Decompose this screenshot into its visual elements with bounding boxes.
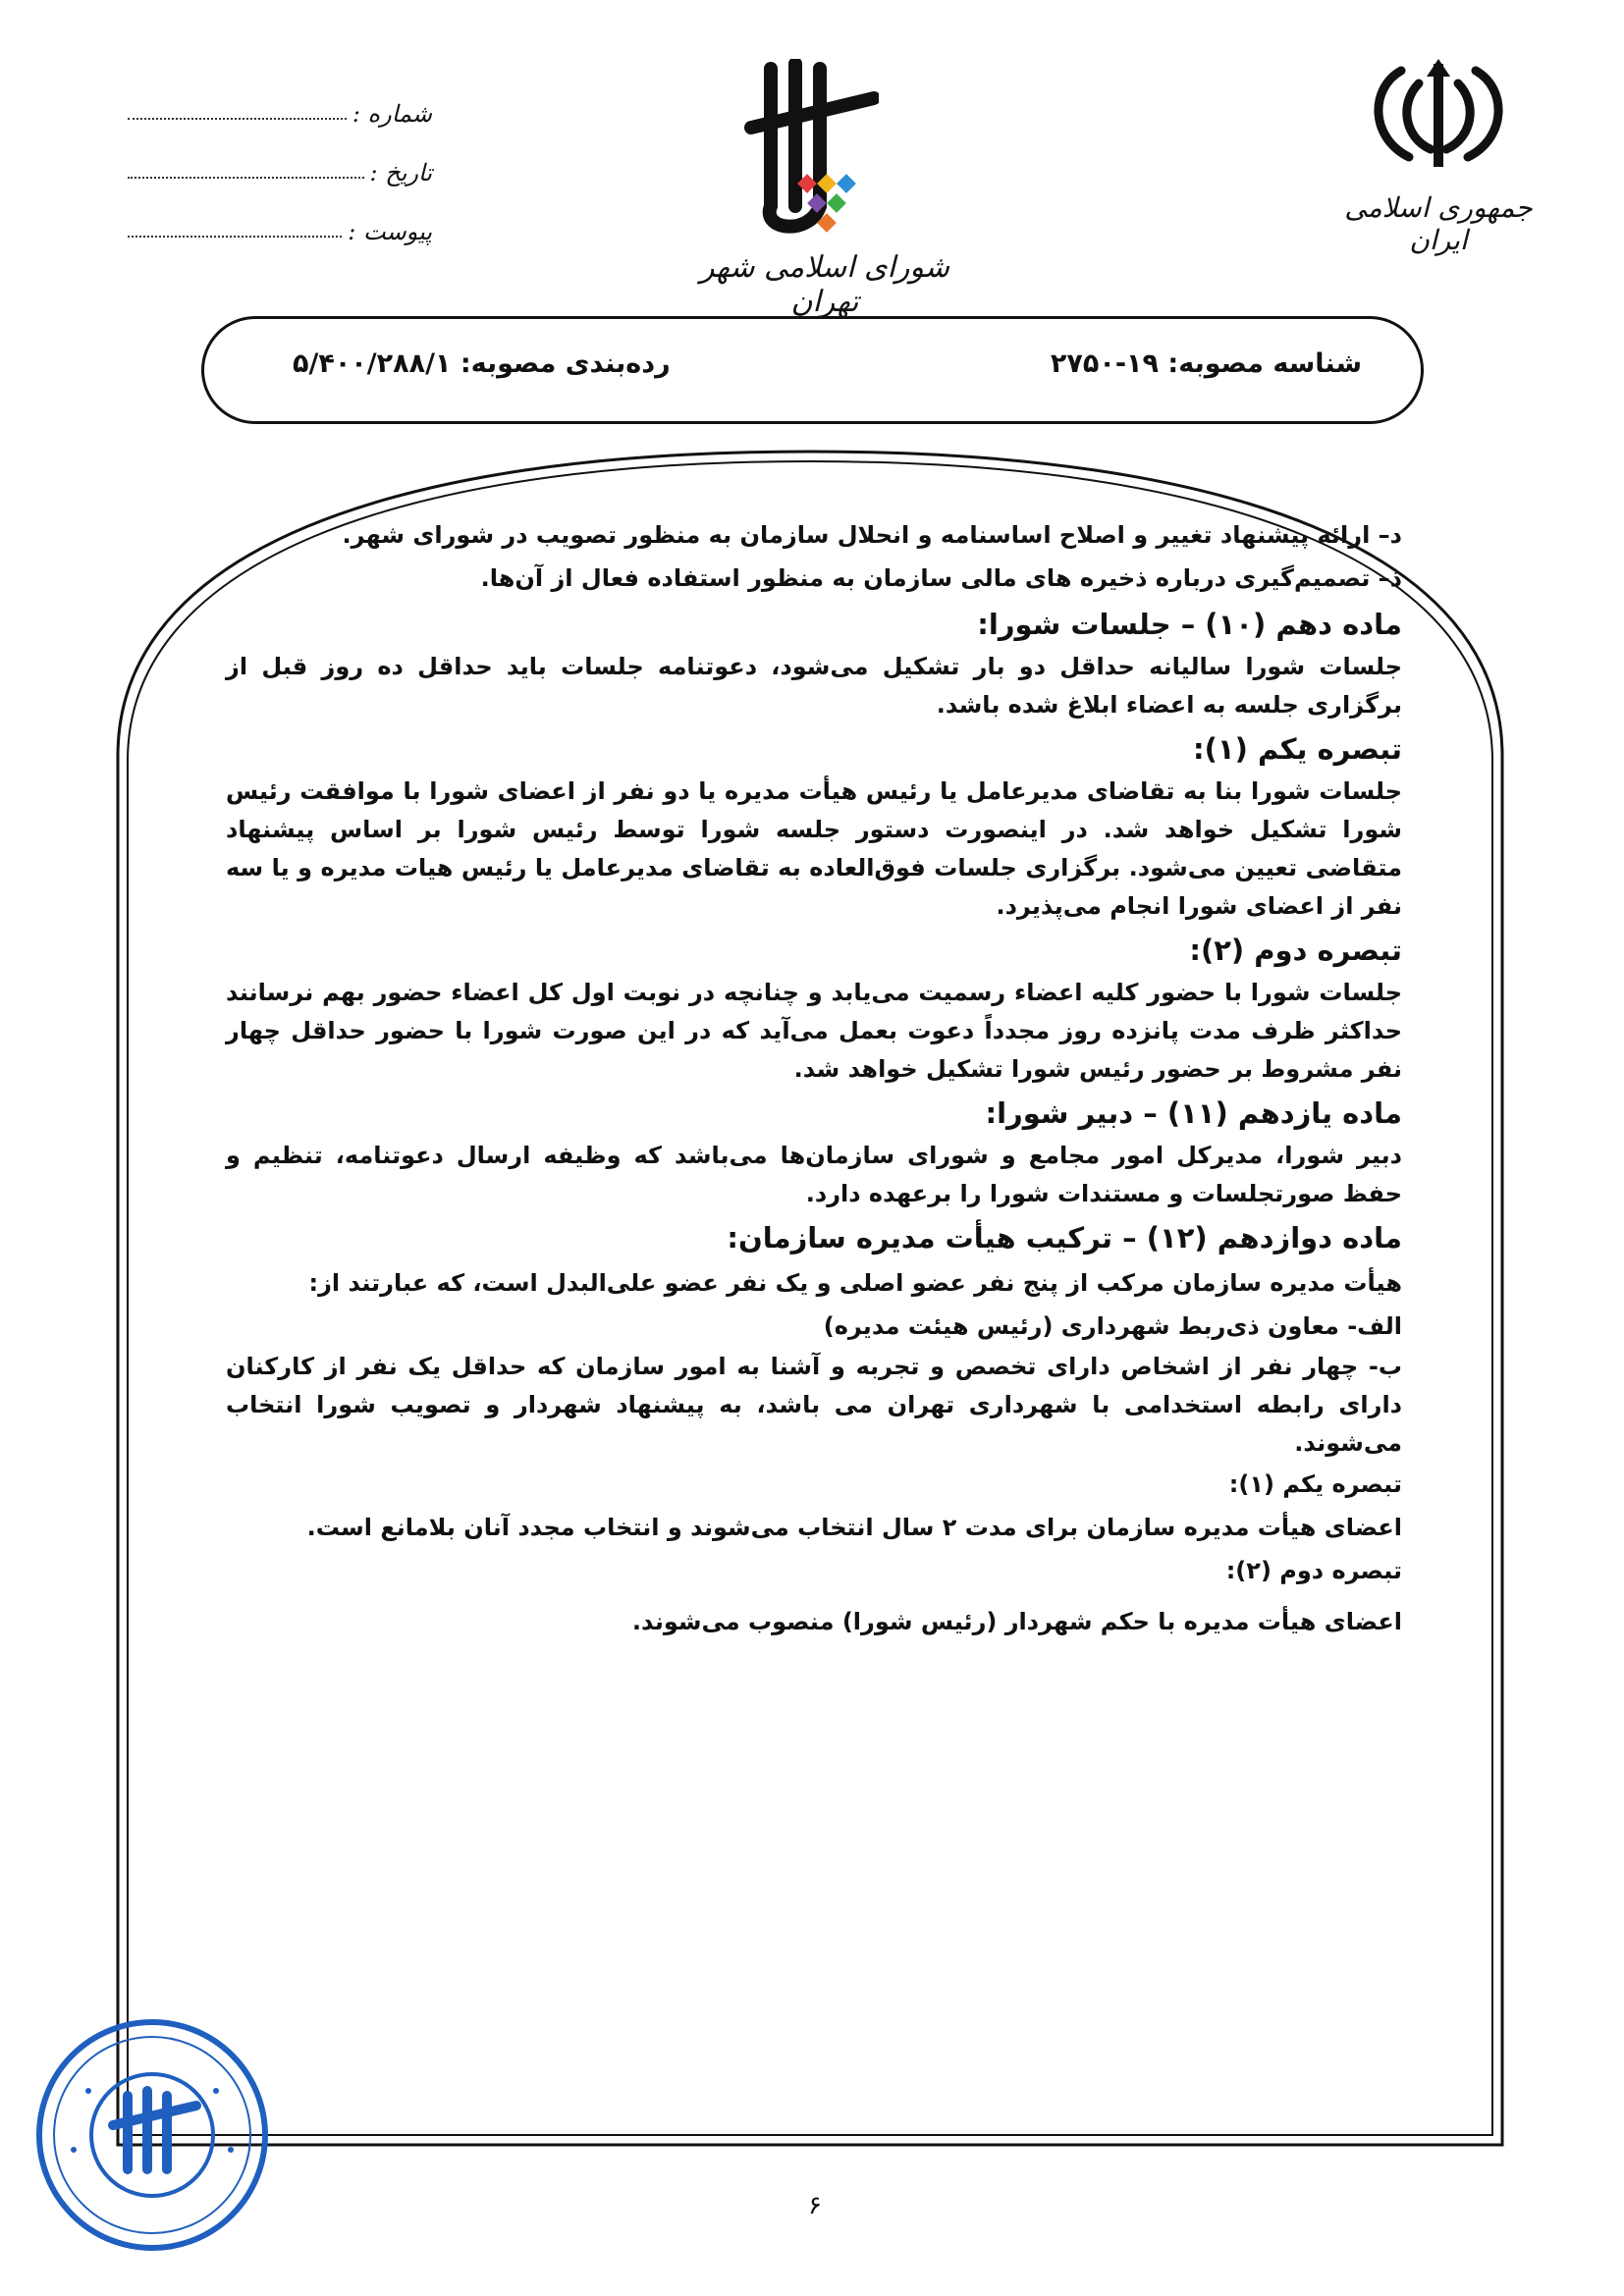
meta-attachment-field — [128, 206, 432, 245]
meta-attachment-label: پیوست : — [348, 218, 432, 245]
article-12-note1-text: اعضای هیأت مدیره سازمان برای مدت ۲ سال انتخاب می‌شوند و انتخاب مجدد آنان بلامانع است. — [306, 1514, 1402, 1541]
meta-date-field — [128, 147, 432, 187]
article-12-intro: هیأت مدیره سازمان مرکب از پنج نفر عضو اصلی و یک نفر عضو علی‌البدل است، که عبارتند از: — [308, 1269, 1402, 1297]
article-12-note1-heading: تبصره یکم (۱): — [1228, 1470, 1402, 1498]
iran-emblem-icon — [1340, 59, 1537, 177]
council-logo-icon — [741, 59, 879, 255]
article-11-text: دبیر شورا، مدیرکل امور مجامع و شورای سازمان‌ها می‌باشد که وظیفه ارسال دعوتنامه، تنظیم و حفظ صورتجلسات و مستندات شورا را برعهده دارد. — [226, 1142, 1402, 1207]
article-10-note1-heading: تبصره یکم (۱): — [1193, 732, 1402, 766]
article-10-note2-text: جلسات شورا با حضور کلیه اعضاء رسمیت می‌یابد و چنانچه در نوبت اول کل اعضاء حضور بهم نرسانند حداکثر ظرف مدت پانزده روز مجدداً دعوت بعمل می‌آید که در این صورت شورا با حضور حداقل چهار نفر مشروط بر حضور رئیس شورا تشکیل خواهد شد. — [226, 979, 1402, 1083]
article-12-item-a: الف- معاون ذی‌ربط شهرداری (رئیس هیئت مدیره) — [823, 1312, 1402, 1340]
article-12-item-b: ب- چهار نفر از اشخاص دارای تخصص و تجربه و آشنا به امور سازمان که حداقل یک نفر از کارکنان دارای رابطه استخدامی با شهرداری تهران می باشد، به پیشنهاد شهردار و تصویب شورا انتخاب می‌شوند. — [226, 1353, 1402, 1457]
page-number: ۶ — [808, 2191, 822, 2220]
item-dal: د– ارائه پیشنهاد تغییر و اصلاح اساسنامه و انحلال سازمان به منظور تصویب در شورای شهر. — [342, 521, 1402, 549]
approval-id: شناسه مصوبه: ۱۹-۲۷۵۰ — [1050, 348, 1362, 379]
council-seal-stamp — [29, 2012, 275, 2258]
meta-number-dots — [128, 118, 347, 120]
article-10-heading: ماده دهم (۱۰) – جلسات شورا: — [977, 608, 1402, 641]
article-12-note2-text: اعضای هیأت مدیره با حکم شهردار (رئیس شورا) منصوب می‌شوند. — [631, 1608, 1402, 1635]
approval-class: رده‌بندی مصوبه: ۵/۴۰۰/۲۸۸/۱ — [293, 348, 671, 379]
article-10-text: جلسات شورا سالیانه حداقل دو بار تشکیل می‌شود، دعوتنامه جلسات باید حداقل ده روز قبل از برگزاری جلسه به اعضاء ابلاغ شده باشد. — [226, 653, 1402, 719]
meta-number-field — [128, 88, 432, 128]
meta-date-label: تاریخ : — [369, 159, 432, 187]
meta-date-dots — [128, 177, 364, 179]
emblem-caption: جمهوری اسلامی ایران — [1344, 191, 1533, 256]
item-zal: ذ– تصمیم‌گیری درباره ذخیره های مالی سازمان به منظور استفاده فعال از آن‌ها. — [480, 564, 1402, 592]
meta-attachment-dots — [128, 236, 342, 238]
approval-id-box — [201, 316, 1424, 424]
document-body — [226, 513, 1402, 1643]
meta-number-label: شماره : — [352, 100, 432, 128]
article-12-note2-heading: تبصره دوم (۲): — [1225, 1557, 1402, 1584]
article-10-note2-heading: تبصره دوم (۲): — [1189, 934, 1402, 967]
council-caption: شورای اسلامی شهر تهران — [700, 250, 949, 319]
article-12-heading: ماده دوازدهم (۱۲) – ترکیب هیأت مدیره سازمان: — [727, 1221, 1402, 1255]
article-11-heading: ماده یازدهم (۱۱) – دبیر شورا: — [985, 1096, 1402, 1130]
article-10-note1-text: جلسات شورا بنا به تقاضای مدیرعامل یا رئیس هیأت مدیره یا دو نفر از اعضای شورا با موافقت رئیس شورا تشکیل خواهد شد. در اینصورت دستور جلسه شورا توسط رئیس شورا بر اساس پیشنهاد متقاضی تعیین می‌شود. برگزاری جلسات فوق‌العاده به تقاضای مدیرعامل یا رئیس هیات مدیره و یا سه نفر از اعضای شورا انجام می‌پذیرد. — [226, 777, 1402, 920]
